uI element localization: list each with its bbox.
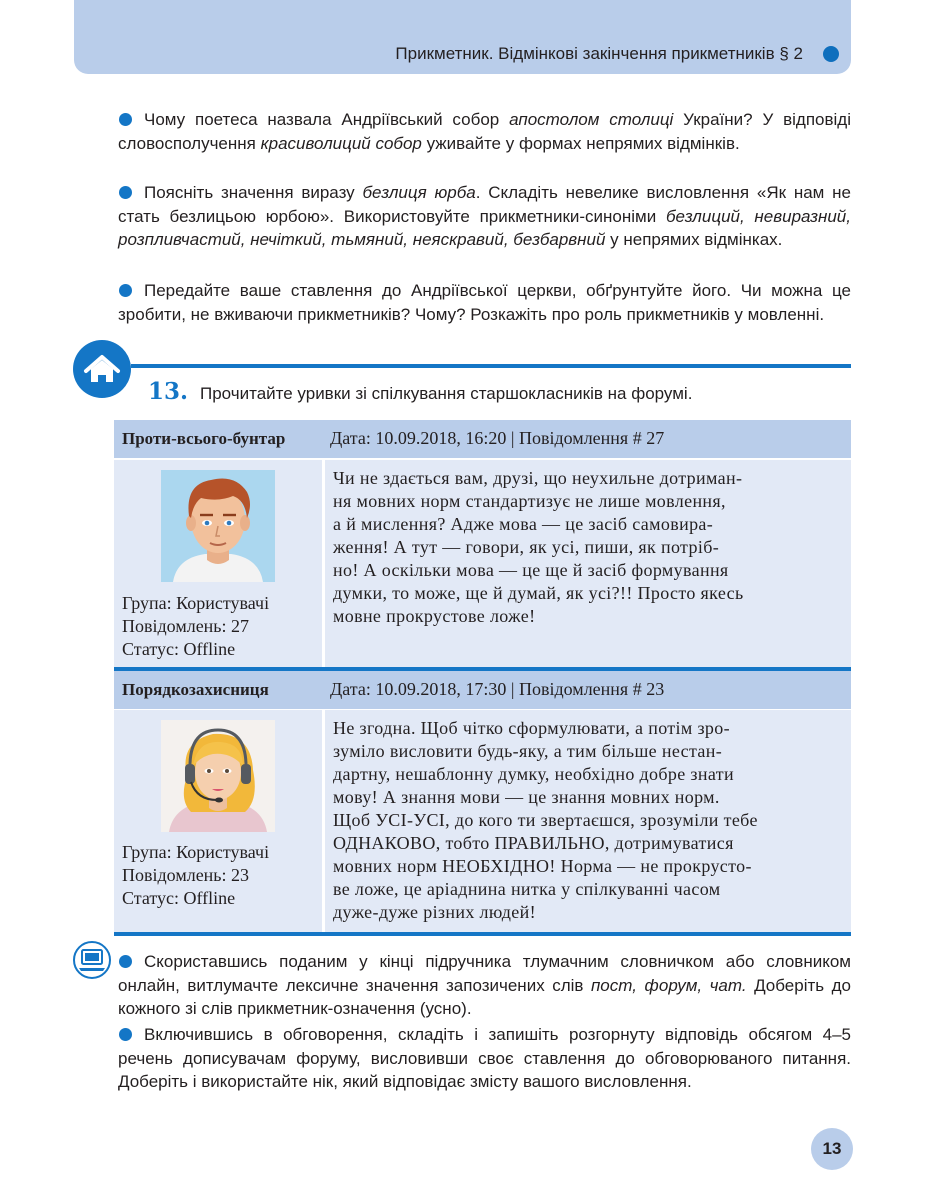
user-info bbox=[122, 841, 269, 910]
post-body bbox=[325, 460, 851, 667]
message-line: дартну, нешаблонну думку, необхідно добре знати bbox=[333, 764, 734, 784]
user-post-count: Повідомлень: 23 bbox=[122, 865, 250, 885]
user-panel bbox=[114, 710, 322, 932]
computer-icon bbox=[73, 941, 111, 979]
question-2: Поясніть значення виразу безлиця юрба. Складіть невелике висловлення «Як нам не стать безлицьою юрбою». Використовуйте прикметники-синоніми безлиций, невиразний, розпливчастий, нечіткий, тьмяний, неяскравий, безбарвний у непрямих відмінках. bbox=[118, 183, 851, 249]
task-2: Включившись в обговорення, складіть і запишіть розгорнуту відповідь обсягом 4–5 речень дописувачам форуму, висловивши своє ставлення до обговорюваного питання. Доберіть і використайте нік, який відповідає змісту вашого висловлення. bbox=[118, 1025, 851, 1091]
post-message bbox=[333, 467, 803, 628]
exercise-instruction: Прочитайте уривки зі спілкування старшокласників на форумі. bbox=[200, 384, 693, 403]
message-line: ве ложе, це аріаднина нитка у спілкуванні часом bbox=[333, 879, 721, 899]
message-line: мову! А знання мови — це знання мовних норм. bbox=[333, 787, 720, 807]
post-meta: Дата: 10.09.2018, 16:20 | Повідомлення # 27 bbox=[330, 428, 665, 448]
user-status: Статус: Offline bbox=[122, 888, 236, 908]
message-line: Не згодна. Щоб чітко сформулювати, а потім зро- bbox=[333, 718, 730, 738]
message-line: Чи не здається вам, друзі, що неухильне дотриман- bbox=[333, 468, 743, 488]
running-header bbox=[74, 0, 851, 74]
message-line: мовне прокрустове ложе! bbox=[333, 606, 536, 626]
user-status: Статус: Offline bbox=[122, 639, 236, 659]
user-group: Група: Користувачі bbox=[122, 593, 270, 613]
user-panel bbox=[114, 460, 322, 667]
post-meta: Дата: 10.09.2018, 17:30 | Повідомлення # 23 bbox=[330, 679, 665, 699]
header-dot-icon bbox=[823, 46, 839, 62]
running-header-title: Прикметник. Відмінкові закінчення прикметників § 2 bbox=[395, 44, 803, 63]
message-line: дуже-дуже різних людей! bbox=[333, 902, 536, 922]
post-header bbox=[114, 671, 851, 709]
post-separator bbox=[114, 932, 851, 936]
message-line: но! А оскільки мова — це ще й засіб формування bbox=[333, 560, 729, 580]
message-line: ня мовних норм стандартизує не лише мовлення, bbox=[333, 491, 726, 511]
user-post-count: Повідомлень: 27 bbox=[122, 616, 250, 636]
question-1: Чому поетеса назвала Андріївський собор апостолом столиці України? У відповіді словосполучення красиволиций собор уживайте у формах непрямих відмінків. bbox=[118, 110, 852, 153]
girl-avatar bbox=[161, 720, 275, 832]
home-icon bbox=[73, 340, 131, 398]
post-message bbox=[333, 717, 803, 924]
message-line: мовних норм НЕОБХІДНО! Норма — не прокрусто- bbox=[333, 856, 752, 876]
exercise-rule bbox=[131, 364, 851, 368]
user-info bbox=[122, 592, 269, 661]
post-header bbox=[114, 420, 851, 458]
message-line: ОДНАКОВО, тобто ПРАВИЛЬНО, дотримуватися bbox=[333, 833, 734, 853]
exercise-number: 13. bbox=[148, 378, 189, 405]
question-3: Передайте ваше ставлення до Андріївської церкви, обґрунтуйте його. Чи можна це зробити, не вживаючи прикметників? Чому? Розкажіть про роль прикметників у мовленні. bbox=[118, 281, 851, 324]
message-line: Щоб УСІ-УСІ, до кого ти звертаєшся, зрозуміли тебе bbox=[333, 810, 758, 830]
user-group: Група: Користувачі bbox=[122, 842, 270, 862]
post-nickname: Порядкозахисниця bbox=[122, 680, 269, 699]
message-line: а й мислення? Адже мова — це засіб самовира- bbox=[333, 514, 714, 534]
message-line: думки, то може, ще й думай, як усі?!! Просто якесь bbox=[333, 583, 744, 603]
page-number: 13 bbox=[811, 1128, 853, 1170]
post-body bbox=[325, 710, 851, 932]
task-1: Скориставшись поданим у кінці підручника тлумачним словничком або словником онлайн, витлумачте лексичне значення запозичених слів пост, форум, чат. Доберіть до кожного зі слів прикметник-означення (усно). bbox=[118, 952, 852, 1018]
message-line: ження! А тут — говори, як усі, пиши, як потріб- bbox=[333, 537, 720, 557]
message-line: зуміло висловити будь-яку, а тим більше нестан- bbox=[333, 741, 723, 761]
post-nickname: Проти-всього-бунтар bbox=[122, 429, 286, 448]
boy-avatar bbox=[161, 470, 275, 582]
